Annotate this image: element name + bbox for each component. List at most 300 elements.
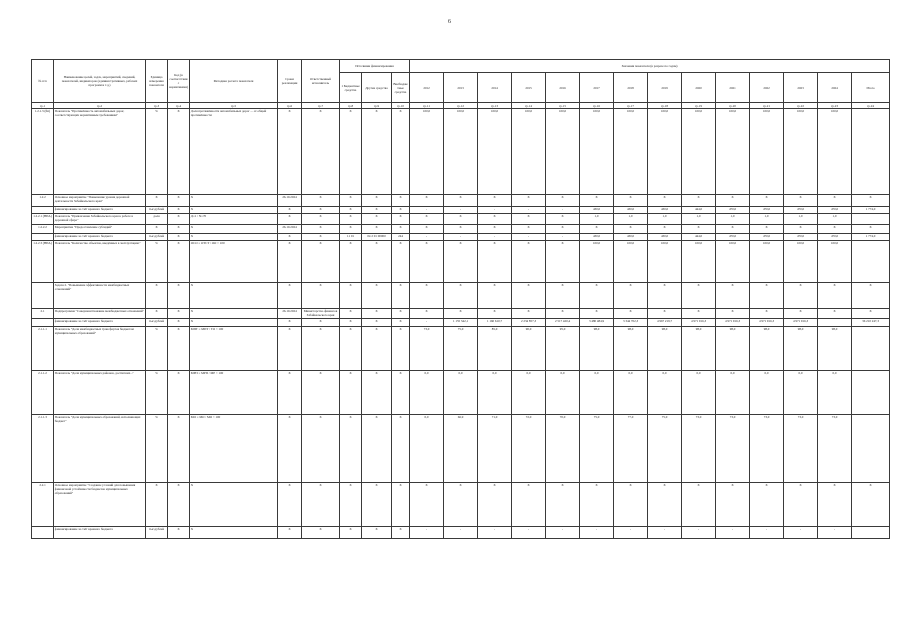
- cell-value: X: [682, 483, 716, 527]
- cell-value: 2 517 420,4: [546, 319, 580, 327]
- cell-name: Показатель "Доля межбюджетных трансфертов бюджетам муниципальных образований": [54, 327, 146, 371]
- cell-unit: %: [146, 327, 168, 371]
- cell-value: X: [546, 283, 580, 309]
- cell-value: 100,0: [614, 109, 648, 195]
- cell-value: 1,0: [648, 214, 682, 225]
- cell-value: 72,0: [512, 415, 546, 483]
- header-code: Код (в соответствии с нормативами): [168, 60, 190, 103]
- cell-name: Показатель "Доля муниципальных образований, исполняющих бюджет": [54, 415, 146, 483]
- cell-value: 100,0: [818, 241, 852, 283]
- cell-value: X: [818, 283, 852, 309]
- cell-name: Показатель "Протяжённость автомобильных дорог, соответствующих нормативным требованиям": [54, 109, 146, 195]
- cell-value: 100,0: [410, 109, 444, 195]
- cell-value: X: [750, 309, 784, 319]
- cell-term: X: [278, 207, 302, 214]
- cell-code: X: [168, 234, 190, 241]
- cell-s3: X: [392, 225, 410, 234]
- cell-value: 1,0: [682, 214, 716, 225]
- cell-no: 1.2.1.3 (fin): [32, 109, 54, 195]
- cell-value: X: [648, 225, 682, 234]
- cell-value: X: [478, 214, 512, 225]
- header-src3: Внебюджетные средства: [392, 73, 410, 103]
- cell-unit: тыс.рублей: [146, 207, 168, 214]
- cell-value: 98,0: [682, 327, 716, 371]
- cell-s2: X: [362, 319, 392, 327]
- cell-s3: X: [392, 195, 410, 207]
- cell-code: X: [168, 109, 190, 195]
- column-number: гр.18: [648, 103, 682, 109]
- cell-value: 85,0: [478, 327, 512, 371]
- cell-value: X: [546, 195, 580, 207]
- cell-value: [852, 214, 890, 225]
- cell-value: X: [716, 225, 750, 234]
- cell-value: X: [444, 214, 478, 225]
- cell-value: X: [580, 483, 614, 527]
- cell-s1: X: [340, 319, 362, 327]
- cell-s3: X: [392, 241, 410, 283]
- cell-value: 73,0: [784, 415, 818, 483]
- cell-s1: X: [340, 415, 362, 483]
- cell-unit: тыс.рублей: [146, 319, 168, 327]
- cell-exec: X: [302, 327, 340, 371]
- table-row: [32, 527, 890, 539]
- cell-unit: %: [146, 415, 168, 483]
- cell-no: [32, 234, 54, 241]
- table-row: [32, 195, 890, 207]
- cell-no: 1.2.2.2: [32, 225, 54, 234]
- cell-s2: X: [362, 195, 392, 207]
- cell-unit: %: [146, 371, 168, 415]
- header-src2: Другие средства: [362, 73, 392, 103]
- cell-value: X: [546, 483, 580, 527]
- cell-value: 0,0: [614, 371, 648, 415]
- cell-value: [818, 319, 852, 327]
- cell-value: X: [818, 195, 852, 207]
- cell-value: X: [784, 283, 818, 309]
- cell-value: X: [648, 283, 682, 309]
- cell-value: 70,0: [546, 415, 580, 483]
- cell-value: X: [478, 283, 512, 309]
- cell-value: 1,0: [614, 214, 648, 225]
- cell-value: X: [852, 225, 890, 234]
- cell-value: X: [546, 214, 580, 225]
- cell-term: X: [278, 109, 302, 195]
- cell-name: Основное мероприятие "Создание условий для повышения финансовой устойчивости бюджетов муниципальных образований": [54, 483, 146, 527]
- column-number: гр.22: [784, 103, 818, 109]
- cell-s2: X: [362, 527, 392, 539]
- cell-value: 430,0: [614, 234, 648, 241]
- cell-value: X: [410, 309, 444, 319]
- cell-exec: X: [302, 234, 340, 241]
- cell-s2: X: [362, 371, 392, 415]
- cell-value: X: [716, 195, 750, 207]
- cell-no: 1.2.2.3 (НПА): [32, 241, 54, 283]
- column-number: гр.11: [410, 103, 444, 109]
- header-source-group: Источники финансирования: [340, 60, 410, 73]
- cell-value: X: [410, 483, 444, 527]
- cell-value: -: [546, 527, 580, 539]
- cell-value: 430,0: [614, 207, 648, 214]
- cell-value: X: [750, 225, 784, 234]
- cell-term: X: [278, 234, 302, 241]
- cell-value: 100,0: [614, 241, 648, 283]
- cell-term: X: [278, 327, 302, 371]
- cell-unit: тыс.рублей: [146, 234, 168, 241]
- cell-value: X: [682, 309, 716, 319]
- cell-no: 2.2.1: [32, 483, 54, 527]
- cell-value: X: [410, 241, 444, 283]
- cell-value: 4 971 916,3: [682, 319, 716, 327]
- cell-value: X: [512, 283, 546, 309]
- cell-exec: X: [302, 241, 340, 283]
- cell-value: X: [852, 195, 890, 207]
- cell-value: 98,0: [648, 327, 682, 371]
- cell-no: 1.2.2: [32, 195, 54, 207]
- cell-s2: X: [362, 241, 392, 283]
- cell-value: -: [444, 527, 478, 539]
- cell-value: X: [852, 483, 890, 527]
- cell-value: X: [410, 214, 444, 225]
- cell-value: -: [580, 527, 614, 539]
- cell-value: X: [852, 283, 890, 309]
- column-number: гр.9: [362, 103, 392, 109]
- cell-value: 66,9: [444, 415, 478, 483]
- cell-s1: 11 01: [340, 234, 362, 241]
- table-row: [32, 225, 890, 234]
- cell-value: 100,0: [818, 109, 852, 195]
- header-name: Наименование целей, задач, мероприятий, сведений, показателей, индикаторов (административных, рабочих программ и т.д.): [54, 60, 146, 103]
- cell-term: X: [278, 415, 302, 483]
- cell-value: X: [750, 283, 784, 309]
- cell-value: X: [512, 483, 546, 527]
- cell-value: 4 971 916,3: [716, 319, 750, 327]
- cell-value: 470,0: [818, 234, 852, 241]
- cell-value: X: [682, 195, 716, 207]
- cell-exec: X: [302, 415, 340, 483]
- column-number: гр.1: [32, 103, 54, 109]
- cell-value: 0,0: [410, 371, 444, 415]
- cell-no: [32, 527, 54, 539]
- cell-method: X: [190, 195, 278, 207]
- cell-value: X: [818, 225, 852, 234]
- column-number: гр.10: [392, 103, 410, 109]
- column-number: гр.13: [478, 103, 512, 109]
- cell-value: -: [410, 207, 444, 214]
- table-row: [32, 483, 890, 527]
- column-number: гр.5: [190, 103, 278, 109]
- table-row: [32, 327, 890, 371]
- cell-name: финансирование за счёт краевого бюджета: [54, 527, 146, 539]
- cell-value: X: [546, 225, 580, 234]
- page-number: 6: [448, 19, 451, 25]
- cell-term: X: [278, 483, 302, 527]
- cell-value: -: [750, 527, 784, 539]
- cell-value: X: [580, 225, 614, 234]
- cell-method: X: [190, 319, 278, 327]
- cell-code: X: [168, 207, 190, 214]
- cell-value: 4 971 916,3: [750, 319, 784, 327]
- cell-no: 2.1: [32, 309, 54, 319]
- cell-method: X: [190, 207, 278, 214]
- cell-value: -: [716, 527, 750, 539]
- cell-unit: X: [146, 195, 168, 207]
- cell-value: 444,0: [682, 234, 716, 241]
- cell-value: 3 480 484,9: [580, 319, 614, 327]
- column-number: гр.15: [546, 103, 580, 109]
- cell-value: X: [852, 309, 890, 319]
- cell-code: X: [168, 319, 190, 327]
- cell-value: 444,0: [682, 207, 716, 214]
- cell-code: X: [168, 214, 190, 225]
- table-row: [32, 283, 890, 309]
- table-row: [32, 234, 890, 241]
- cell-value: 470,0: [750, 234, 784, 241]
- cell-value: X: [444, 483, 478, 527]
- cell-value: 430,0: [580, 207, 614, 214]
- cell-value: 98,0: [818, 327, 852, 371]
- table-row: [32, 241, 890, 283]
- table-row: [32, 371, 890, 415]
- cell-value: 100,0: [444, 109, 478, 195]
- cell-unit: X: [146, 483, 168, 527]
- cell-s2: X: [362, 109, 392, 195]
- column-number: гр.12: [444, 103, 478, 109]
- cell-value: 1,0: [750, 214, 784, 225]
- cell-value: 430,0: [648, 207, 682, 214]
- cell-value: 98,0: [784, 327, 818, 371]
- cell-value: X: [580, 283, 614, 309]
- cell-value: X: [478, 483, 512, 527]
- cell-value: 100,0: [750, 109, 784, 195]
- cell-method: X: [190, 234, 278, 241]
- cell-s1: X: [340, 527, 362, 539]
- cell-s3: X: [392, 483, 410, 527]
- cell-value: -: [444, 234, 478, 241]
- cell-value: 100,0: [648, 241, 682, 283]
- column-number: гр.24: [852, 103, 890, 109]
- cell-exec: X: [302, 214, 340, 225]
- cell-method: Доля протяжённости автомобильных дорог ... от общей протяжённости: [190, 109, 278, 195]
- header-year: 2023: [784, 73, 818, 103]
- cell-s3: X: [392, 207, 410, 214]
- cell-value: X: [716, 309, 750, 319]
- cell-exec: X: [302, 483, 340, 527]
- cell-value: 100,0: [784, 241, 818, 283]
- cell-value: 470,0: [716, 207, 750, 214]
- cell-value: 100,0: [546, 109, 580, 195]
- cell-value: 1 774,0: [852, 207, 890, 214]
- cell-value: X: [512, 195, 546, 207]
- cell-exec: X: [302, 109, 340, 195]
- cell-value: 100,0: [512, 109, 546, 195]
- cell-value: X: [512, 214, 546, 225]
- cell-s1: X: [340, 371, 362, 415]
- header-values-group: Значения показателя (в разрезе по годам): [410, 60, 890, 73]
- header-src1: 1 Бюджетные средства: [340, 73, 362, 103]
- cell-value: X: [818, 483, 852, 527]
- header-term: Сроки реализации: [278, 60, 302, 103]
- cell-value: 470,0: [784, 207, 818, 214]
- cell-name: Показатель "Количество объектов, введённых в эксплуатацию": [54, 241, 146, 283]
- cell-value: 98,0: [580, 327, 614, 371]
- cell-name: Показатель "Привлечение Забайкальского края к работе в дорожной сфере": [54, 214, 146, 225]
- cell-s1: X: [340, 207, 362, 214]
- cell-s1: X: [340, 327, 362, 371]
- cell-value: X: [512, 225, 546, 234]
- cell-value: 98,0: [750, 327, 784, 371]
- cell-s3: X: [392, 319, 410, 327]
- cell-value: X: [444, 225, 478, 234]
- cell-value: 100,0: [682, 241, 716, 283]
- cell-value: 100,0: [716, 241, 750, 283]
- cell-code: X: [168, 195, 190, 207]
- cell-value: X: [682, 283, 716, 309]
- header-year: 2015: [512, 73, 546, 103]
- header-year: 2014: [478, 73, 512, 103]
- header-year: 2021: [716, 73, 750, 103]
- cell-value: X: [546, 309, 580, 319]
- cell-value: X: [444, 195, 478, 207]
- cell-no: 1.2.2.1 (НПА): [32, 214, 54, 225]
- cell-method: X: [190, 309, 278, 319]
- cell-s3: X: [392, 283, 410, 309]
- cell-unit: доля: [146, 214, 168, 225]
- cell-no: 2.1.1.3: [32, 415, 54, 483]
- cell-value: 0,0: [444, 371, 478, 415]
- cell-method: X: [190, 527, 278, 539]
- cell-value: 1,0: [818, 214, 852, 225]
- column-number: гр.6: [278, 103, 302, 109]
- cell-code: X: [168, 483, 190, 527]
- cell-value: 100,0: [784, 109, 818, 195]
- cell-method: X: [190, 225, 278, 234]
- cell-value: 0,0: [648, 371, 682, 415]
- cell-value: X: [410, 195, 444, 207]
- cell-value: -: [410, 527, 444, 539]
- cell-value: 1,0: [580, 214, 614, 225]
- column-number: гр.21: [750, 103, 784, 109]
- cell-value: 71,0: [478, 415, 512, 483]
- cell-unit: X: [146, 309, 168, 319]
- cell-value: [852, 415, 890, 483]
- cell-value: -: [512, 207, 546, 214]
- header-year: 2019: [648, 73, 682, 103]
- column-number: гр.7: [302, 103, 340, 109]
- cell-exec: X: [302, 195, 340, 207]
- cell-value: 73,0: [750, 415, 784, 483]
- cell-value: -: [478, 207, 512, 214]
- header-unit: Единица измерения показателя: [146, 60, 168, 103]
- cell-value: 4 967 219,7: [648, 319, 682, 327]
- cell-value: 1,0: [716, 214, 750, 225]
- cell-code: X: [168, 527, 190, 539]
- cell-value: -: [648, 527, 682, 539]
- cell-value: -: [478, 234, 512, 241]
- table-row: [32, 319, 890, 327]
- column-number: гр.3: [146, 103, 168, 109]
- cell-s3: X: [392, 371, 410, 415]
- cell-value: X: [614, 283, 648, 309]
- cell-s2: X: [362, 207, 392, 214]
- cell-value: X: [444, 241, 478, 283]
- cell-value: 0,0: [580, 371, 614, 415]
- cell-value: 100,0: [580, 241, 614, 283]
- column-number: гр.14: [512, 103, 546, 109]
- cell-value: -: [512, 527, 546, 539]
- cell-unit: %: [146, 241, 168, 283]
- cell-exec: X: [302, 527, 340, 539]
- cell-value: 75,0: [580, 415, 614, 483]
- cell-value: 470,0: [784, 234, 818, 241]
- cell-s1: X: [340, 241, 362, 283]
- cell-value: 73,0: [716, 415, 750, 483]
- cell-value: -: [614, 527, 648, 539]
- cell-value: X: [444, 309, 478, 319]
- cell-value: -: [546, 234, 580, 241]
- cell-s1: X: [340, 109, 362, 195]
- cell-value: 1 774,0: [852, 234, 890, 241]
- cell-value: X: [716, 283, 750, 309]
- cell-value: 0,0: [784, 371, 818, 415]
- cell-value: 4 971 916,3: [784, 319, 818, 327]
- cell-value: 0,0: [682, 371, 716, 415]
- cell-value: X: [580, 195, 614, 207]
- cell-s1: X: [340, 483, 362, 527]
- cell-code: X: [168, 225, 190, 234]
- cell-exec: Министерство финансов Забайкальского края: [302, 309, 340, 319]
- cell-value: 1 160 610,7: [478, 319, 512, 327]
- cell-s1: X: [340, 309, 362, 319]
- cell-method: X: [190, 283, 278, 309]
- cell-value: -: [818, 527, 852, 539]
- column-number: гр.19: [682, 103, 716, 109]
- cell-name: Показатель "Доля муниципальных районов, достигших...": [54, 371, 146, 415]
- cell-method: МПТ = МПТ / ТО × 100: [190, 327, 278, 371]
- cell-value: X: [784, 309, 818, 319]
- cell-value: 100,0: [478, 109, 512, 195]
- cell-value: 3 344 702,3: [614, 319, 648, 327]
- cell-value: 75,0: [444, 327, 478, 371]
- cell-s3: 244: [392, 234, 410, 241]
- cell-value: 0,0: [478, 371, 512, 415]
- cell-term: 26.10.2024: [278, 225, 302, 234]
- cell-value: X: [614, 225, 648, 234]
- cell-term: 26.10.2024: [278, 309, 302, 319]
- cell-value: -: [512, 234, 546, 241]
- column-number: гр.8: [340, 103, 362, 109]
- cell-value: 100,0: [648, 109, 682, 195]
- cell-code: X: [168, 371, 190, 415]
- header-method: Методика расчета показателя: [190, 60, 278, 103]
- cell-code: X: [168, 327, 190, 371]
- cell-s2: X: [362, 309, 392, 319]
- cell-value: X: [614, 195, 648, 207]
- cell-value: [852, 327, 890, 371]
- cell-code: X: [168, 415, 190, 483]
- cell-s3: X: [392, 415, 410, 483]
- cell-value: -: [682, 527, 716, 539]
- cell-value: [852, 527, 890, 539]
- cell-term: X: [278, 214, 302, 225]
- cell-value: 95,0: [546, 327, 580, 371]
- header-year: 2016: [546, 73, 580, 103]
- cell-term: 26.10.2024: [278, 195, 302, 207]
- cell-value: 0,0: [818, 371, 852, 415]
- cell-value: 73,0: [818, 415, 852, 483]
- cell-s3: X: [392, 527, 410, 539]
- cell-value: 100,0: [716, 109, 750, 195]
- column-number: гр.2: [54, 103, 146, 109]
